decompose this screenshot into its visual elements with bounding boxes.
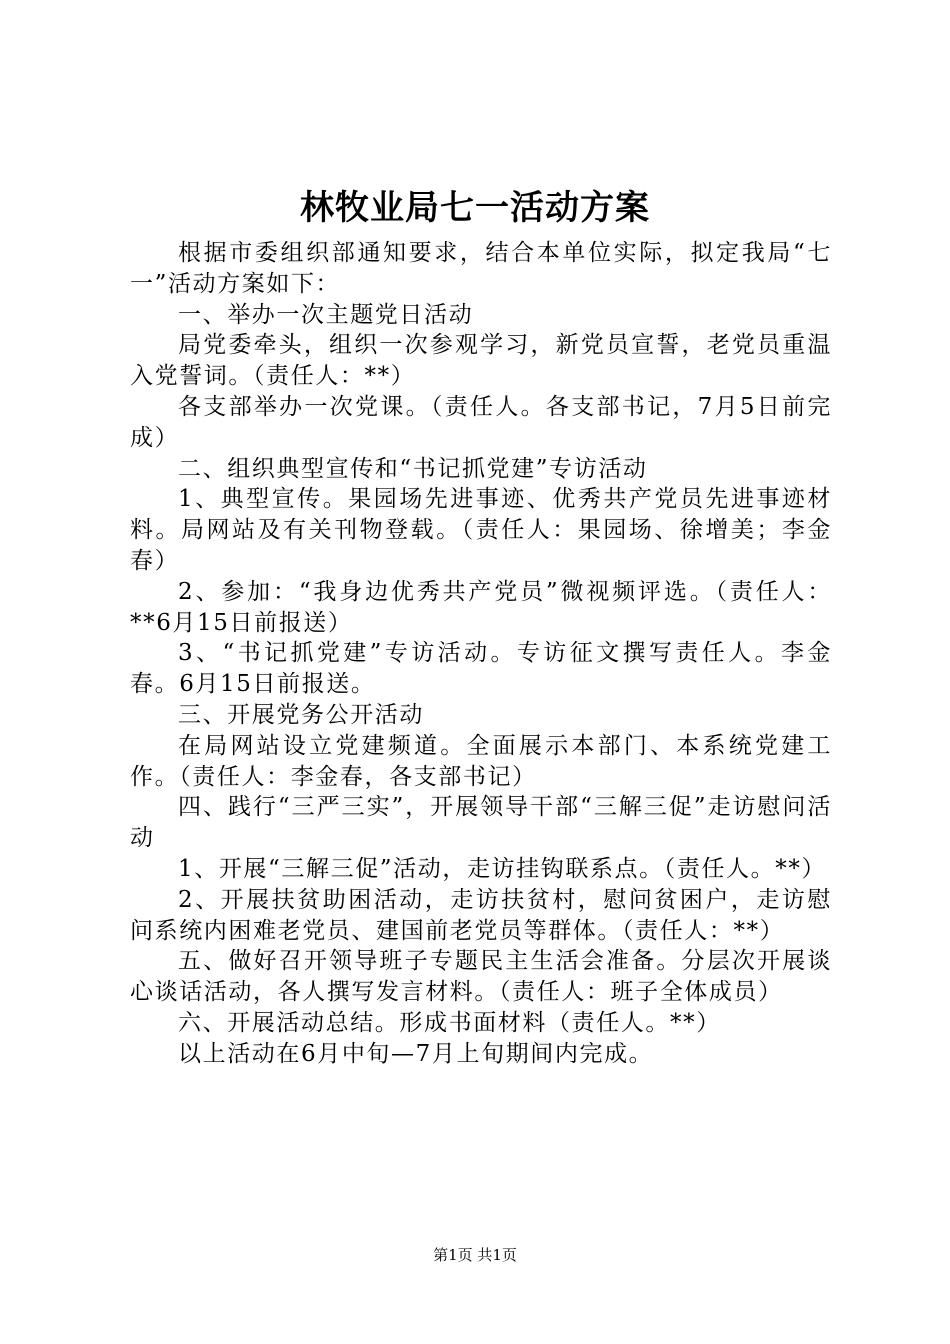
paragraph-heading-5: 五、做好召开领导班子专题民主生活会准备。分层次开展谈心谈话活动，各人撰写发言材料。（责任人：班子全体成员） <box>130 948 832 1006</box>
paragraph: 2、参加：“我身边优秀共产党员”微视频评选。（责任人：**6月15日前报送） <box>130 578 832 636</box>
paragraph-heading-2: 二、组织典型宣传和“书记抓党建”专访活动 <box>178 455 648 482</box>
paragraph-closing: 以上活动在6月中旬—7月上旬期间内完成。 <box>178 1040 654 1067</box>
paragraph-heading-6: 六、开展活动总结。形成书面材料（责任人。**） <box>178 1009 721 1036</box>
paragraph-heading-3: 三、开展党务公开活动 <box>178 701 424 728</box>
paragraph-intro: 根据市委组织部通知要求，结合本单位实际，拟定我局“七一”活动方案如下： <box>130 240 832 297</box>
paragraph: 2、开展扶贫助困活动，走访扶贫村，慰问贫困户，走访慰问系统内困难老党员、建国前老党员等群体。（责任人：**） <box>130 886 832 944</box>
paragraph: 各支部举办一次党课。（责任人。各支部书记，7月5日前完成） <box>130 393 832 451</box>
paragraph: 在局网站设立党建频道。全面展示本部门、本系统党建工作。（责任人：李金春，各支部书记） <box>130 732 832 790</box>
paragraph-heading-1: 一、举办一次主题党日活动 <box>178 301 474 328</box>
paragraph-heading-4: 四、践行“三严三实”，开展领导干部“三解三促”走访慰问活动 <box>130 794 832 852</box>
paragraph: 局党委牵头，组织一次参观学习，新党员宣誓，老党员重温入党誓词。（责任人：**） <box>130 332 832 390</box>
document-title: 林牧业局七一活动方案 <box>300 188 650 228</box>
page-footer: 第1页 共1页 <box>433 1246 517 1264</box>
paragraph: 1、开展“三解三促”活动，走访挂钩联系点。（责任人。**） <box>178 855 827 882</box>
paragraph: 3、“书记抓党建”专访活动。专访征文撰写责任人。李金春。6月15日前报送。 <box>130 640 832 698</box>
document-body <box>130 238 832 1070</box>
paragraph: 1、典型宣传。果园场先进事迹、优秀共产党员先进事迹材料。局网站及有关刊物登载。（责任人：果园场、徐增美；李金春） <box>130 486 832 574</box>
